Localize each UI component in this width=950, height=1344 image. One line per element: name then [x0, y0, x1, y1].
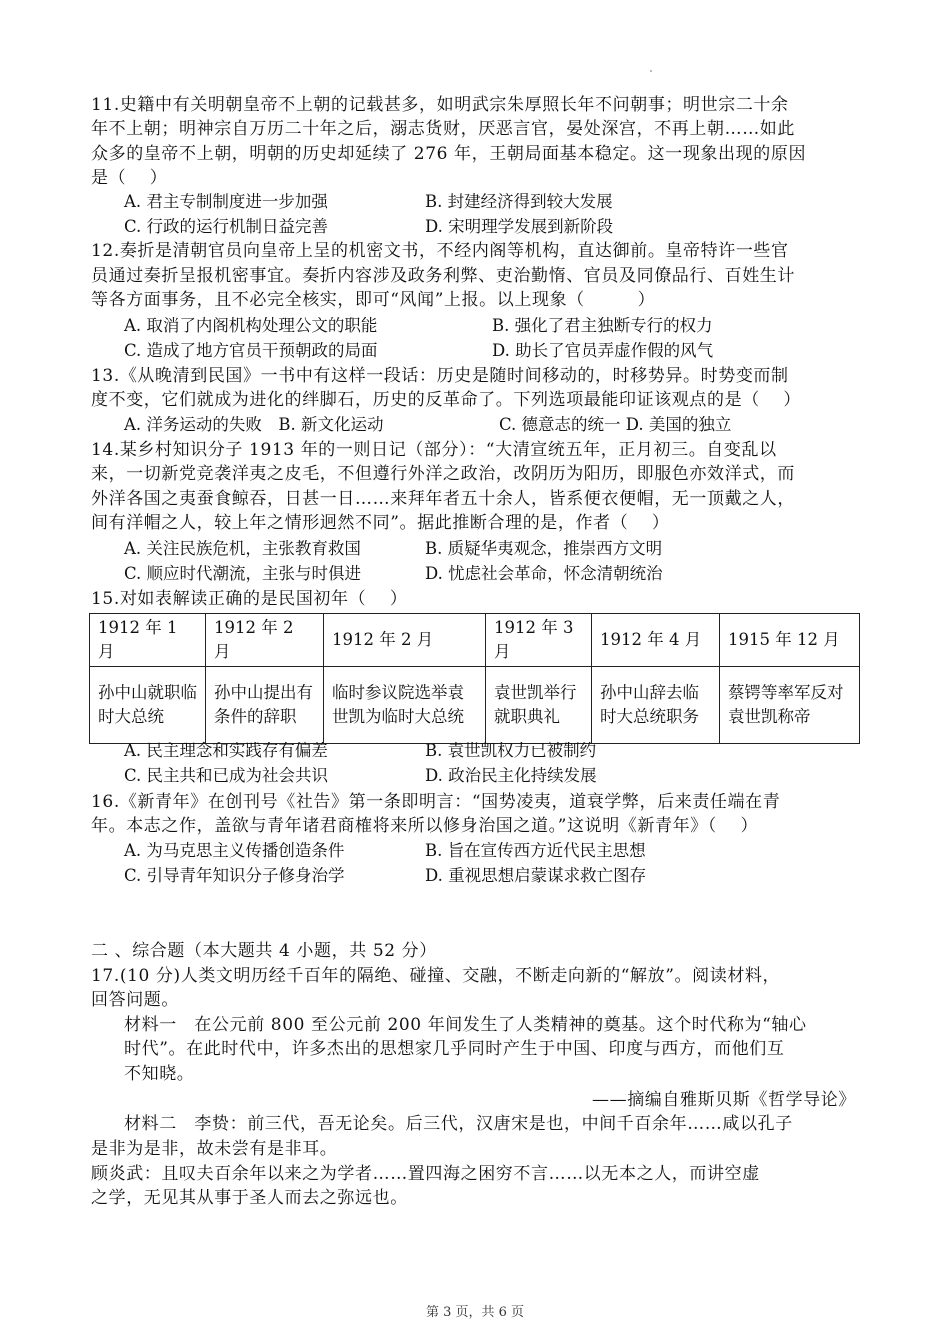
q14-line-3: 外洋各国之夷蚕食鲸吞，日甚一日……来拜年者五十余人，皆系便衣便帽，无一顶戴之人，: [91, 489, 795, 509]
q15-event-cell: 蔡锷等率军反对袁世凯称帝: [720, 667, 860, 744]
q11-option-c: C. 行政的运行机制日益完善: [124, 217, 329, 236]
q11-option-a: A. 君主专制制度进一步加强: [124, 192, 328, 211]
q17-line-1: 17.(10 分)人类文明历经千百年的隔绝、碰撞、交融，不断走向新的“解放”。阅读材料，: [91, 966, 781, 986]
q16-option-b: B. 旨在宣传西方近代民主思想: [425, 841, 646, 860]
q12-line-2: 员通过奏折呈报机密事宜。奏折内容涉及政务利弊、吏治勤惰、官员及同僚品行、百姓生计: [91, 266, 795, 286]
q16-option-c: C. 引导青年知识分子修身治学: [124, 866, 345, 885]
q12-option-c: C. 造成了地方官员干预朝政的局面: [124, 341, 378, 360]
q15-event-cell: 孙中山辞去临时大总统职务: [592, 667, 720, 744]
q15-date-cell: 1912 年 2 月: [324, 614, 486, 667]
q13-line-1: 13.《从晚清到民国》一书中有这样一段话：历史是随时间移动的，时移势异。时势变而制: [91, 366, 789, 386]
q11-line-2: 年不上朝；明神宗自万历二十年之后，溺志货财，厌恶言官，晏处深宫，不再上朝……如此: [91, 119, 795, 139]
q17-line-2: 回答问题。: [91, 990, 179, 1010]
q11-option-b: B. 封建经济得到较大发展: [425, 192, 613, 211]
q15-date-cell: 1915 年 12 月: [720, 614, 860, 667]
q12-line-1: 12.奏折是清朝官员向皇帝上呈的机密文书，不经内阁等机构，直达御前。皇帝特许一些官: [91, 241, 789, 261]
q15-table: [89, 613, 860, 744]
q15-date-cell: 1912 年 4 月: [592, 614, 720, 667]
q13-line-2: 度不变，它们就成为进化的绊脚石，历史的反革命了。下列选项最能印证该观点的是（ ）: [91, 390, 802, 410]
q15-option-c: C. 民主共和已成为社会共识: [124, 766, 329, 785]
q11-line-1: 11.史籍中有关明朝皇帝不上朝的记载甚多，如明武宗朱厚照长年不问朝事；明世宗二十余: [91, 95, 789, 115]
section-heading: 二 、综合题（本大题共 4 小题，共 52 分）: [91, 941, 437, 961]
q15-option-a: A. 民主理念和实践存有偏差: [124, 741, 328, 760]
q14-option-a: A. 关注民族危机，主张教育救国: [124, 539, 361, 558]
q12-line-3: 等各方面事务，且不必完全核实，即可“风闻”上报。以上现象（ ）: [91, 290, 656, 310]
q15-event-cell: 袁世凯举行就职典礼: [486, 667, 592, 744]
material-2-line-1: 材料二 李贽：前三代，吾无论矣。后三代，汉唐宋是也，中间千百余年……咸以孔子: [124, 1114, 793, 1134]
q14-line-1: 14.某乡村知识分子 1913 年的一则日记（部分）：“大清宣统五年，正月初三。自变乱以: [91, 440, 777, 460]
q15-stem: 15.对如表解读正确的是民国初年（ ）: [91, 589, 408, 609]
q14-line-4: 间有洋帽之人，较上年之情形迥然不同”。据此推断合理的是，作者（ ）: [91, 513, 670, 533]
material-2-line-2: 是非为是非，故未尝有是非耳。: [91, 1139, 338, 1159]
scan-dot: [650, 70, 652, 72]
material-2-line-3: 顾炎武：且叹夫百余年以来之为学者……置四海之困穷不言……以无本之人，而讲空虚: [91, 1164, 760, 1184]
q15-option-d: D. 政治民主化持续发展: [425, 766, 597, 785]
q15-event-cell: 孙中山提出有条件的辞职: [206, 667, 324, 744]
q16-option-a: A. 为马克思主义传播创造条件: [124, 841, 345, 860]
material-1-line-1: 材料一 在公元前 800 至公元前 200 年间发生了人类精神的奠基。这个时代称为“轴心: [124, 1015, 807, 1035]
q15-event-cell: 临时参议院选举袁世凯为临时大总统: [324, 667, 486, 744]
q12-option-a: A. 取消了内阁机构处理公文的职能: [124, 316, 378, 335]
q15-table-event-row: [90, 667, 860, 744]
q15-table-header-row: [90, 614, 860, 667]
q12-option-d: D. 助长了官员弄虚作假的风气: [492, 341, 714, 360]
q15-event-cell: 孙中山就职临时大总统: [90, 667, 206, 744]
q16-line-2: 年。本志之作，盖欲与青年诸君商榷将来所以修身治国之道。”这说明《新青年》（ ）: [91, 816, 759, 836]
q14-line-2: 来，一切新党竞袭洋夷之皮毛，不但遵行外洋之政治，改阴历为阳历，即服色亦效洋式，而: [91, 464, 795, 484]
q15-option-b: B. 袁世凯权力已被制约: [425, 741, 597, 760]
q15-date-cell: 1912 年 3 月: [486, 614, 592, 667]
q13-options: A. 洋务运动的失败 B. 新文化运动 C. 德意志的统一 D. 美国的独立: [124, 415, 732, 434]
q11-line-4: 是（ ）: [91, 168, 168, 188]
q14-option-b: B. 质疑华夷观念，推崇西方文明: [425, 539, 663, 558]
q16-option-d: D. 重视思想启蒙谋求救亡图存: [425, 866, 647, 885]
q14-option-d: D. 忧虑社会革命，怀念清朝统治: [425, 564, 663, 583]
q14-option-c: C. 顺应时代潮流，主张与时俱进: [124, 564, 362, 583]
material-1-source: ——摘编自雅斯贝斯《哲学导论》: [592, 1090, 856, 1110]
q16-line-1: 16.《新青年》在创刊号《社告》第一条即明言：“国势凌夷，道衰学弊，后来责任端在青: [91, 792, 781, 812]
material-1-line-3: 不知晓。: [124, 1064, 195, 1084]
q15-date-cell: 1912 年 1 月: [90, 614, 206, 667]
material-2-line-4: 之学，无见其从事于圣人而去之弥远也。: [91, 1188, 408, 1208]
q11-line-3: 众多的皇帝不上朝，明朝的历史却延续了 276 年，王朝局面基本稳定。这一现象出现的原因: [91, 144, 807, 164]
page-footer: 第 3 页，共 6 页: [425, 1305, 525, 1320]
material-1-line-2: 时代”。在此时代中，许多杰出的思想家几乎同时产生于中国、印度与西方，而他们互: [124, 1039, 785, 1059]
q12-option-b: B. 强化了君主独断专行的权力: [492, 316, 713, 335]
q15-date-cell: 1912 年 2 月: [206, 614, 324, 667]
q11-option-d: D. 宋明理学发展到新阶段: [425, 217, 614, 236]
